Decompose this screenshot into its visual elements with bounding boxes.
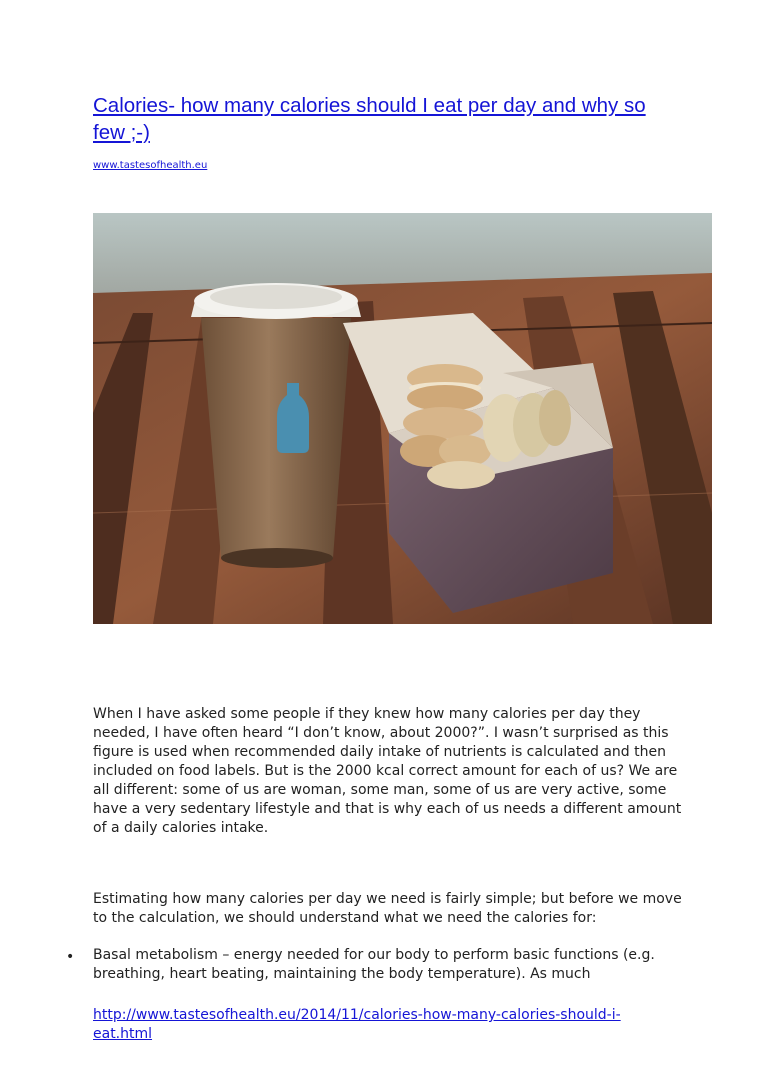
intro-paragraph: When I have asked some people if they knew how many calories per day they needed, I have often heard “I don’t know, about 2000?”. I wasn’t surprised as this figure is used when recommended daily intake of nutrients is calculated and then included on food labels. But is the 2000 kcal correct amount for each of us? We are all different: some of us are woman, some man, some of us are very active, some have a very sedentary lifestyle and that is why each of us needs a different amount of a daily calories intake. xyxy=(93,706,682,836)
page-title[interactable]: Calories- how many calories should I eat per day and why so few ;-) xyxy=(93,94,646,144)
bullet-basal-metabolism: Basal metabolism – energy needed for our body to perform basic functions (e.g. breathing, heart beating, maintaining the body temperature). As much xyxy=(93,947,655,982)
coffee-macarons-photo xyxy=(93,213,712,624)
bullet-icon: • xyxy=(66,949,75,965)
site-link[interactable]: www.tastesofhealth.eu xyxy=(93,160,208,171)
article-url-link[interactable]: http://www.tastesofhealth.eu/2014/11/calories-how-many-calories-should-i-eat.html xyxy=(93,1007,621,1042)
estimation-paragraph: Estimating how many calories per day we need is fairly simple; but before we move to the calculation, we should understand what we need the calories for: xyxy=(93,891,682,926)
